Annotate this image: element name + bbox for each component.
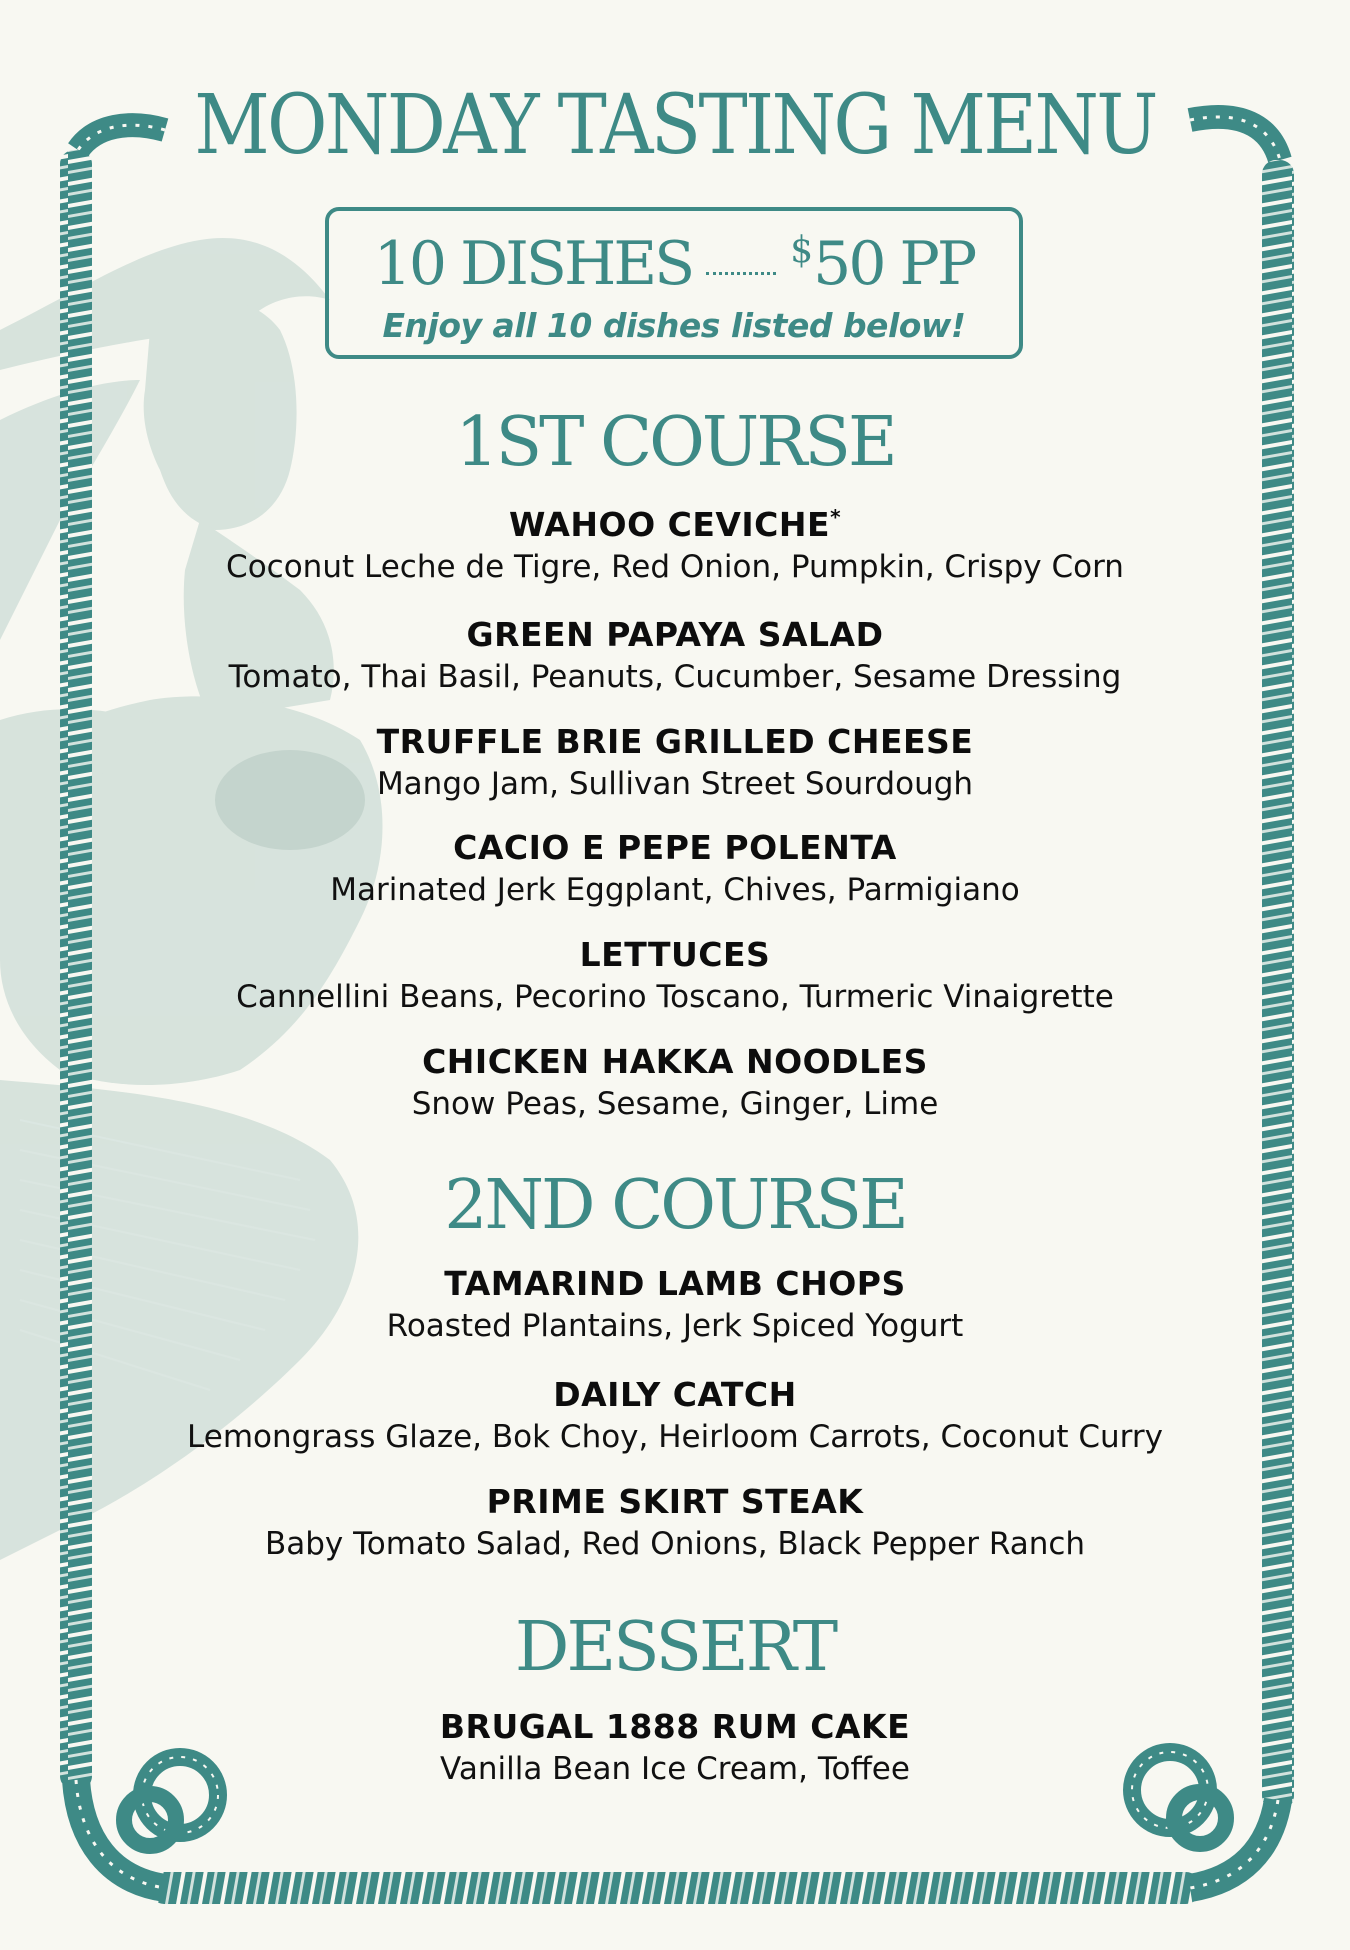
price-subtitle: Enjoy all 10 dishes listed below! [382, 306, 966, 345]
dish-item [0, 1482, 1350, 1564]
dish-name: BRUGAL 1888 RUM CAKE [439, 1707, 911, 1746]
dish-item [0, 935, 1350, 1017]
dish-name: CHICKEN HAKKA NOODLES [422, 1042, 928, 1081]
dish-name: TAMARIND LAMB CHOPS [444, 1264, 906, 1303]
course-title-1: 1ST COURSE [455, 403, 895, 482]
dish-item [0, 1264, 1350, 1346]
dish-count: 10 DISHES [373, 229, 693, 299]
dish-mark: * [830, 505, 842, 529]
dish-name: GREEN PAPAYA SALAD [466, 615, 884, 654]
dish-name: CACIO E PEPE POLENTA [453, 828, 897, 867]
dish-item [0, 828, 1350, 910]
dotted-leader [706, 272, 776, 275]
currency-symbol: $ [790, 229, 814, 271]
dish-name: PRIME SKIRT STEAK [486, 1482, 864, 1521]
dish-description: Coconut Leche de Tigre, Red Onion, Pumpkin, Crispy Corn [226, 549, 1124, 585]
dish-description: Snow Peas, Sesame, Ginger, Lime [411, 1086, 939, 1122]
dish-item [0, 722, 1350, 804]
dish-item [0, 1375, 1350, 1457]
course-title-2: 2ND COURSE [444, 1166, 906, 1245]
dish-description: Roasted Plantains, Jerk Spiced Yogurt [386, 1308, 964, 1344]
dish-item [0, 1042, 1350, 1124]
dish-description: Lemongrass Glaze, Bok Choy, Heirloom Carrots, Coconut Curry [187, 1419, 1163, 1455]
dish-name: DAILY CATCH [553, 1375, 797, 1414]
dish-description: Mango Jam, Sullivan Street Sourdough [376, 766, 974, 802]
dish-description: Tomato, Thai Basil, Peanuts, Cucumber, Sesame Dressing [228, 659, 1122, 695]
dish-item [0, 1707, 1350, 1789]
price-box [325, 207, 1023, 359]
dish-name: WAHOO CEVICHE* [508, 505, 842, 544]
dish-description: Cannellini Beans, Pecorino Toscano, Turmeric Vinaigrette [236, 979, 1114, 1015]
course-title-dessert: DESSERT [514, 1608, 836, 1687]
dish-description: Baby Tomato Salad, Red Onions, Black Pepper Ranch [264, 1526, 1086, 1562]
dish-item [0, 615, 1350, 697]
price-line [329, 229, 1019, 299]
dish-description: Marinated Jerk Eggplant, Chives, Parmigiano [330, 872, 1020, 908]
dish-name: LETTUCES [579, 935, 771, 974]
menu-title: MONDAY TASTING MENU [194, 78, 1156, 173]
dish-name: TRUFFLE BRIE GRILLED CHEESE [376, 722, 974, 761]
price-amount: 50 PP [813, 229, 975, 299]
dish-item [0, 497, 1350, 587]
dish-description: Vanilla Bean Ice Cream, Toffee [440, 1751, 910, 1787]
